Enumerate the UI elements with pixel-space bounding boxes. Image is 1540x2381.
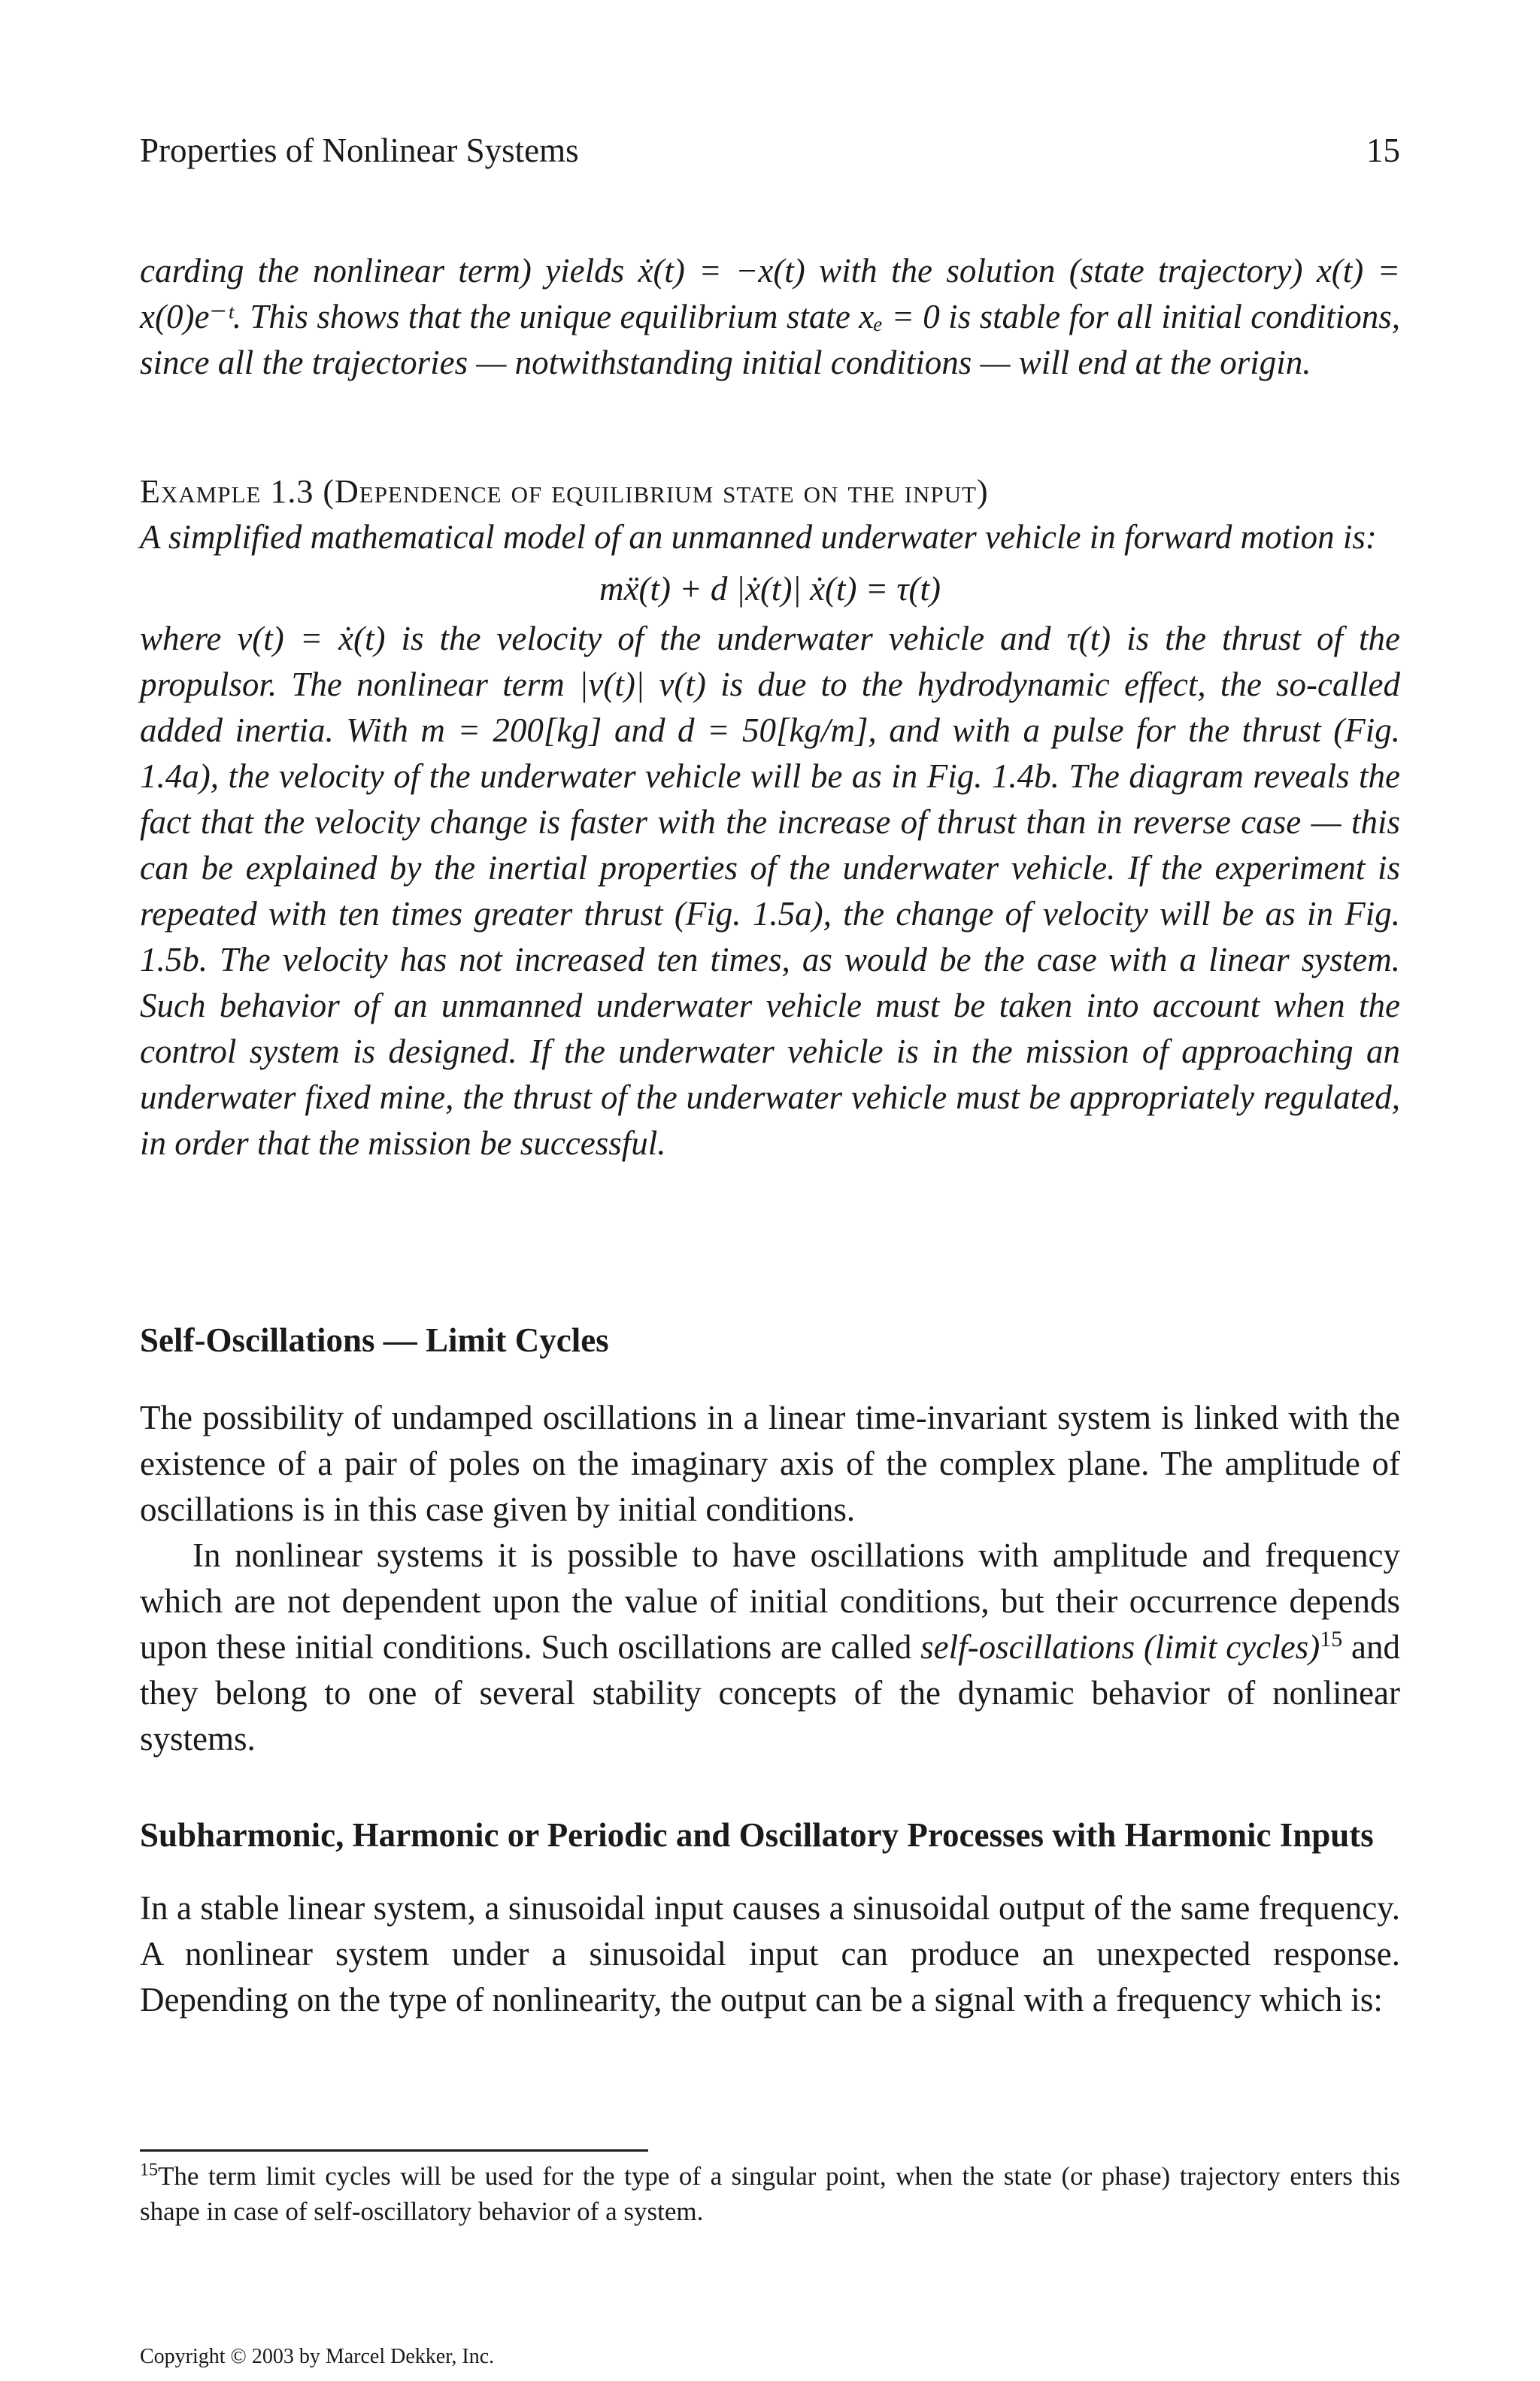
subharmonic-paragraph-1: In a stable linear system, a sinusoidal input causes a sinusoidal output of the same frequency. A nonlinear system under a sinusoidal input can produce an unexpected response. Depending on the type of nonlinearity, the output can be a signal with a frequency which is: [140, 1889, 1400, 2019]
example-label: Example 1.3 [140, 473, 314, 510]
footnote-number: 15 [140, 2160, 158, 2180]
running-title: Properties of Nonlinear Systems [140, 132, 579, 169]
section-self-oscillations [140, 1318, 1400, 1762]
p2-text-a: In nonlinear systems it is possible to have oscillations with amplitude and frequency which are not dependent upon the value of initial conditions, but their occurrence depends upon these initial conditions. Such oscillations are called [140, 1536, 1400, 1666]
example-intro: A simplified mathematical model of an unmanned underwater vehicle in forward motion is: [140, 518, 1377, 556]
example-body: where v(t) = ẋ(t) is the velocity of the underwater vehicle and τ(t) is the thrust of the propulsor. The nonlinear term |v(t)| v(t) is due to the hydrodynamic effect, the so-called added inertia. With m = 200[kg] and d = 50[kg/m], and with a pulse for the thrust (Fig. 1.4a), the velocity of the underwater vehicle will be as in Fig. 1.4b. The diagram reveals the fact that the velocity change is faster with the increase of thrust than in reverse case — this can be explained by the inertial properties of the underwater vehicle. If the experiment is repeated with ten times greater thrust (Fig. 1.5a), the change of velocity will be as in Fig. 1.5b. The velocity has not increased ten times, as would be the case with a linear system. Such behavior of an unmanned underwater vehicle must be taken into account when the control system is designed. If the underwater vehicle is in the mission of approaching an underwater fixed mine, the thrust of the underwater vehicle must be appropriately regulated, in order that the mission be successful. [140, 620, 1400, 1162]
footnote-rule [140, 2149, 648, 2152]
example-title: (Dependence of equilibrium state on the input) [323, 473, 989, 510]
example-equation: mẍ(t) + d |ẋ(t)| ẋ(t) = τ(t) [599, 570, 941, 608]
p2-text-b: and they belong to one of several stability concepts of the dynamic behavior of nonlinear systems. [140, 1628, 1400, 1758]
continuation-paragraph-block [140, 248, 1400, 386]
section-heading-self-oscillations: Self-Oscillations — Limit Cycles [140, 1321, 609, 1359]
section-subharmonic [140, 1812, 1400, 2023]
section-heading-subharmonic: Subharmonic, Harmonic or Periodic and Oscillatory Processes with Harmonic Inputs [140, 1816, 1374, 1854]
page-number: 15 [1366, 132, 1400, 169]
example-block [140, 469, 1400, 1166]
continuation-paragraph: carding the nonlinear term) yields ẋ(t) = −x(t) with the solution (state trajectory) x(t) = x(0)e⁻ᵗ. This shows that the unique equilibrium state xₑ = 0 is stable for all initial conditions, since all the trajectories — notwithstanding initial conditions — will end at the origin. [140, 252, 1400, 381]
self-oscillations-paragraph-1: The possibility of undamped oscillations in a linear time-invariant system is linked with the existence of a pair of poles on the imaginary axis of the complex plane. The amplitude of oscillations is in this case given by initial conditions. [140, 1399, 1400, 1528]
footnote-15 [140, 2158, 1400, 2229]
footnote-text: The term limit cycles will be used for the type of a singular point, when the state (or phase) trajectory enters this shape in case of self-oscillatory behavior of a system. [140, 2161, 1400, 2226]
running-header [140, 128, 1400, 173]
self-oscillations-paragraph-2 [140, 1533, 1400, 1762]
copyright-line: Copyright © 2003 by Marcel Dekker, Inc. [140, 2345, 495, 2368]
example-heading [140, 469, 1400, 514]
self-oscillations-term: self-oscillations (limit cycles) [920, 1628, 1320, 1666]
footnote-ref-15[interactable]: 15 [1320, 1627, 1343, 1652]
